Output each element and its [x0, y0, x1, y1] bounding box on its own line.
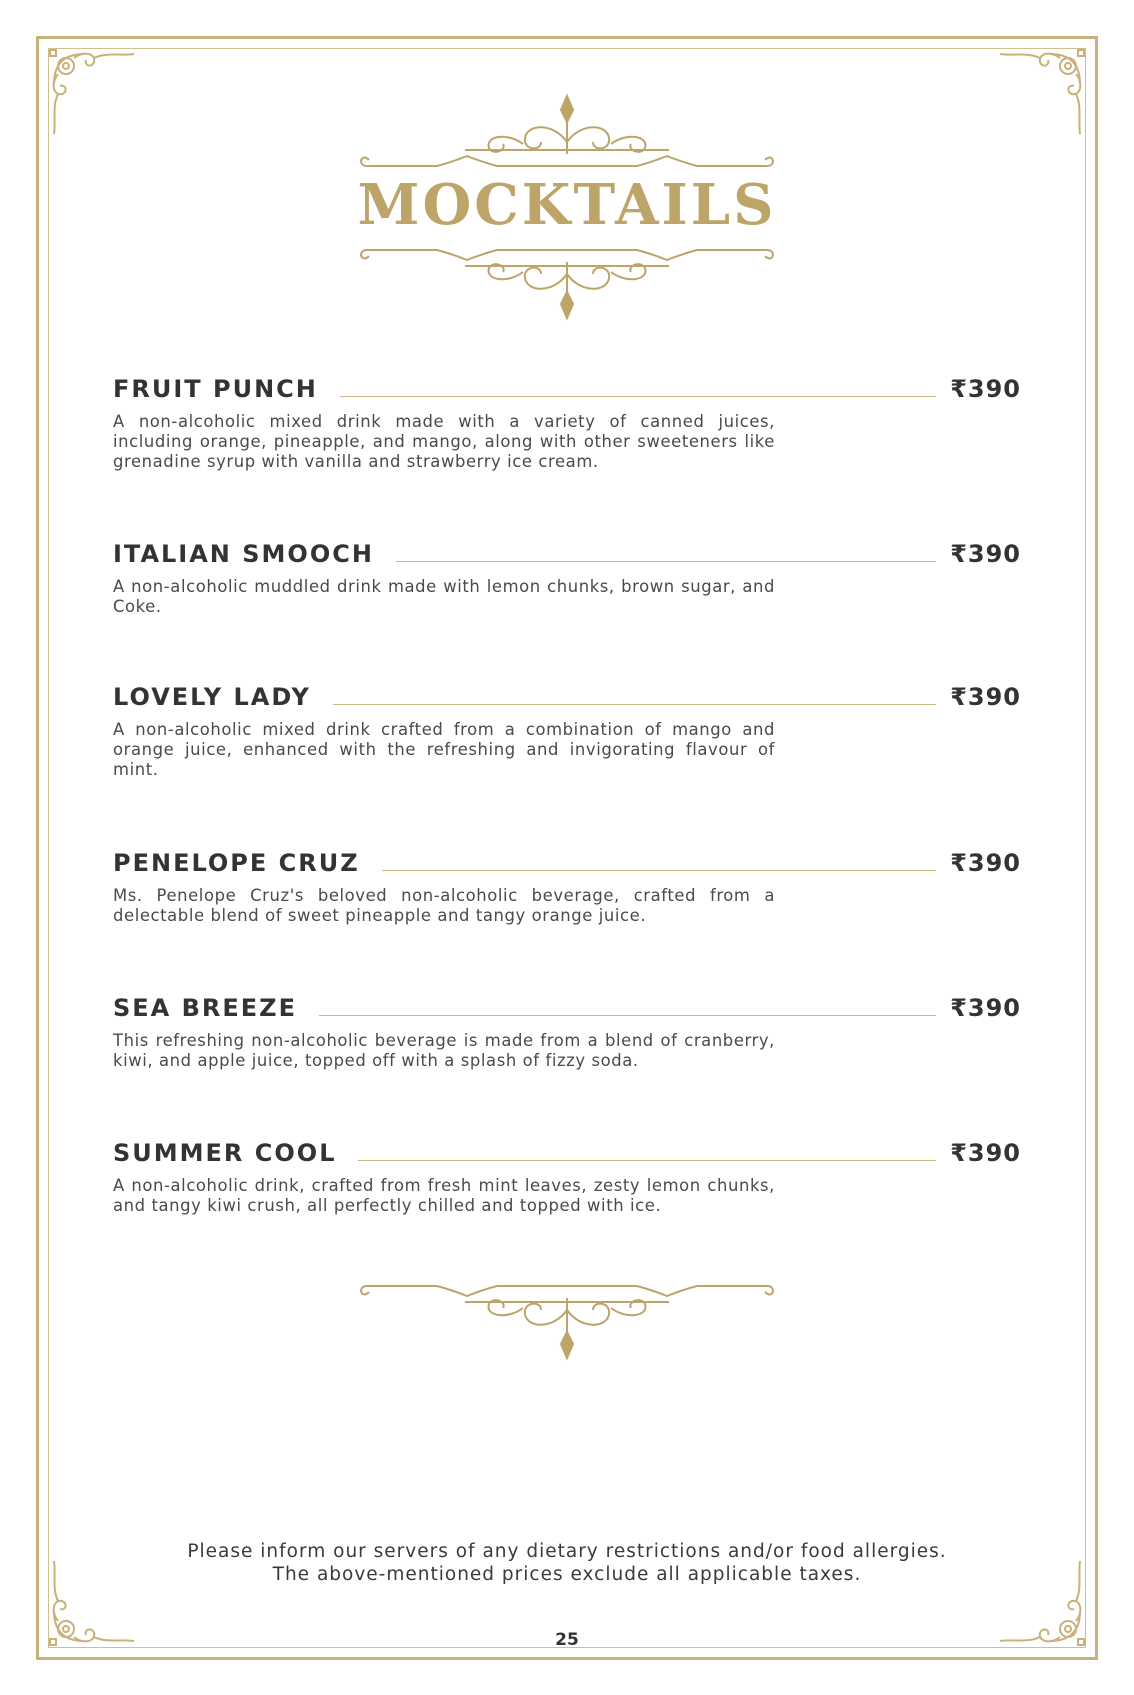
menu-item	[113, 372, 1021, 472]
menu-item-header	[113, 846, 1021, 880]
leader-line	[319, 1015, 936, 1016]
menu-item	[113, 537, 1021, 617]
menu-item	[113, 991, 1021, 1071]
menu-item-price: ₹390	[950, 683, 1021, 711]
leader-line	[382, 870, 937, 871]
leader-line	[340, 396, 936, 397]
dietary-note: Please inform our servers of any dietary restrictions and/or food allergies.	[187, 1541, 947, 1562]
menu-item-description: A non-alcoholic drink, crafted from fresh mint leaves, zesty lemon chunks, and tangy kiwi crush, all perfectly chilled and topped with ice.	[113, 1176, 775, 1215]
menu-item-name: SEA BREEZE	[113, 994, 297, 1022]
menu-item-name: FRUIT PUNCH	[113, 375, 318, 403]
menu-item-price: ₹390	[950, 849, 1021, 877]
menu-item-description: This refreshing non-alcoholic beverage is made from a blend of cranberry, kiwi, and apple juice, topped off with a splash of fizzy soda.	[113, 1031, 775, 1070]
menu-item-price: ₹390	[950, 375, 1021, 403]
footer-note	[150, 1540, 984, 1586]
menu-item-header	[113, 680, 1021, 714]
corner-flourish-icon	[44, 44, 144, 144]
corner-flourish-icon	[990, 1551, 1090, 1651]
menu-item-price: ₹390	[950, 1139, 1021, 1167]
menu-item-description: A non-alcoholic muddled drink made with lemon chunks, brown sugar, and Coke.	[113, 577, 775, 616]
leader-line	[333, 704, 936, 705]
footer-ornament-icon	[357, 1282, 777, 1362]
menu-item-header	[113, 537, 1021, 571]
menu-item-header	[113, 991, 1021, 1025]
page-number: 25	[555, 1630, 579, 1650]
menu-item-price: ₹390	[950, 994, 1021, 1022]
menu-item-description: Ms. Penelope Cruz's beloved non-alcoholic beverage, crafted from a delectable blend of sweet pineapple and tangy orange juice.	[113, 886, 775, 925]
menu-item	[113, 1136, 1021, 1216]
corner-flourish-icon	[990, 44, 1090, 144]
page-title: MOCKTAILS	[357, 172, 777, 238]
page-number-area	[140, 1630, 994, 1660]
menu-item-name: PENELOPE CRUZ	[113, 849, 360, 877]
menu-item	[113, 846, 1021, 926]
corner-flourish-icon	[44, 1551, 144, 1651]
menu-item-description: A non-alcoholic mixed drink made with a variety of canned juices, including orange, pineapple, and mango, along with other sweeteners like grenadine syrup with vanilla and strawberry ice cream.	[113, 412, 775, 471]
leader-line	[358, 1160, 936, 1161]
leader-line	[396, 561, 936, 562]
menu-item-header	[113, 372, 1021, 406]
menu-item-description: A non-alcoholic mixed drink crafted from a combination of mango and orange juice, enhanced with the refreshing and invigorating flavour of mint.	[113, 720, 775, 779]
menu-item-header	[113, 1136, 1021, 1170]
menu-item-name: SUMMER COOL	[113, 1139, 337, 1167]
menu-item	[113, 680, 1021, 780]
menu-item-price: ₹390	[950, 540, 1021, 568]
menu-item-name: LOVELY LADY	[113, 683, 311, 711]
menu-item-name: ITALIAN SMOOCH	[113, 540, 374, 568]
tax-note: The above-mentioned prices exclude all applicable taxes.	[272, 1564, 862, 1585]
